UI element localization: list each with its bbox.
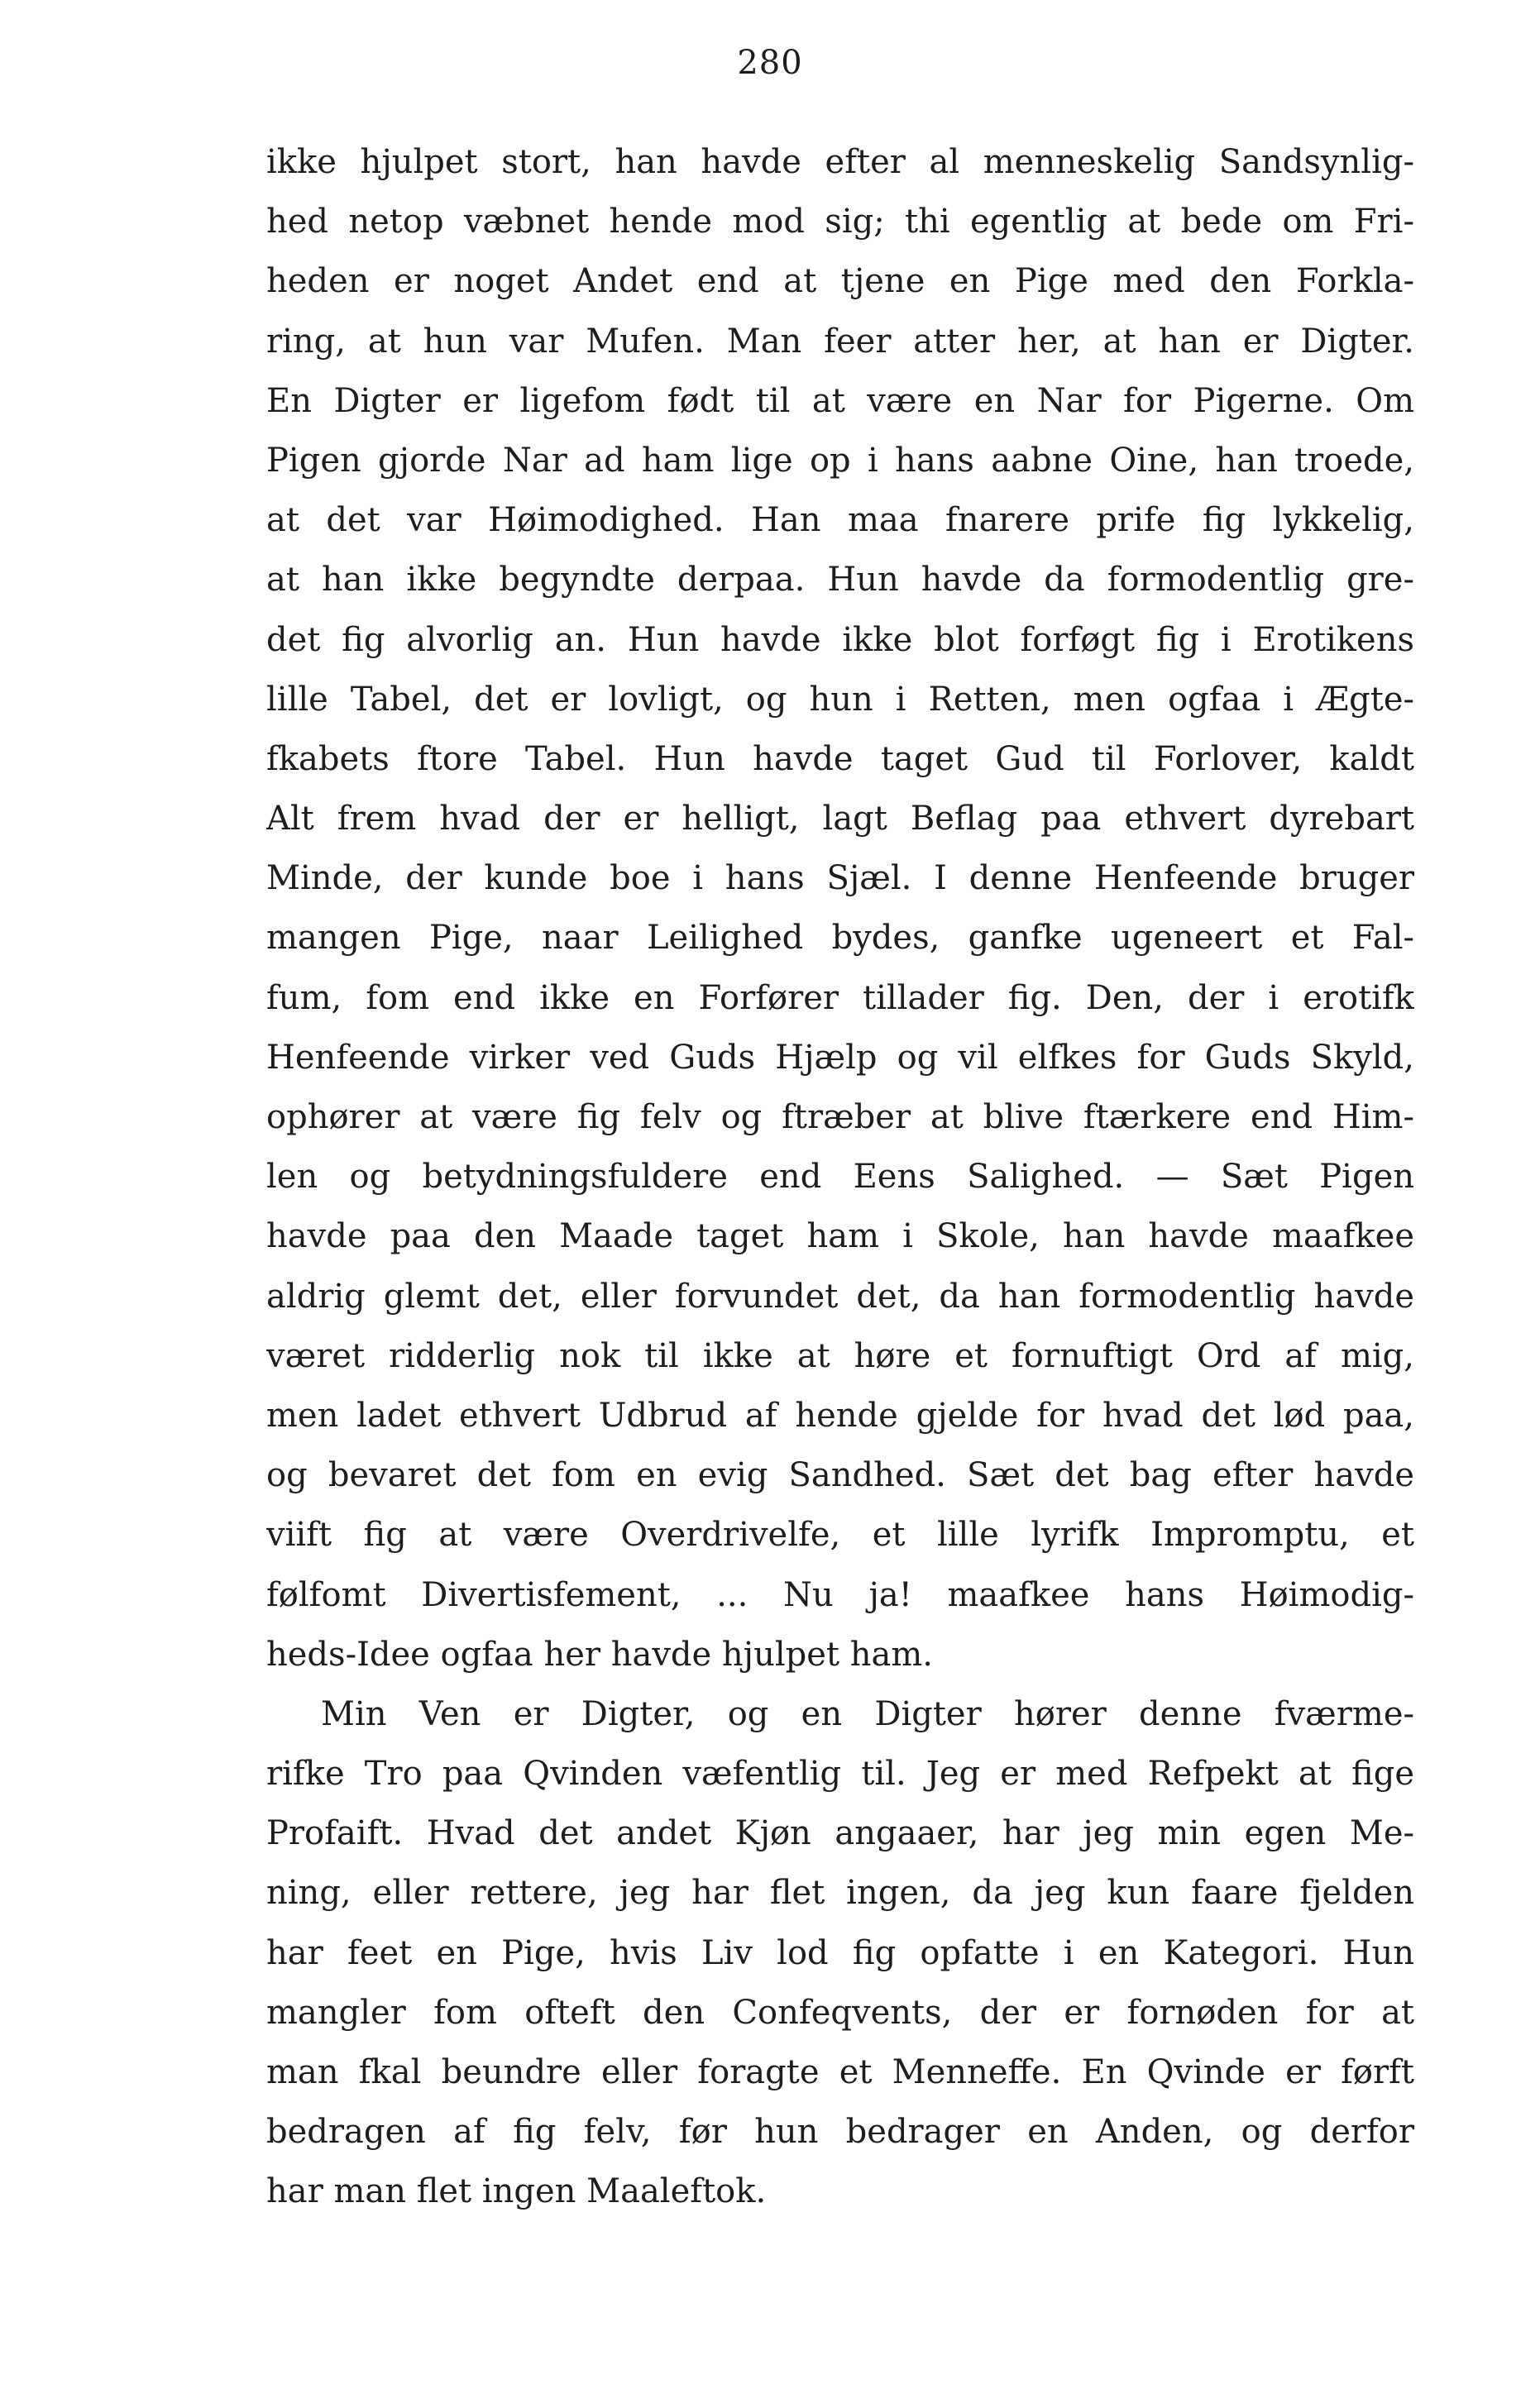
text-line: len og betydningsfuldere end Eens Salighed. — Sæt Pigen [266, 1158, 1414, 1197]
text-line: heden er noget Andet end at tjene en Pige med den Forkla- [266, 262, 1414, 301]
text-line: mangler fom ofteft den Confeqvents, der er fornøden for at [266, 1993, 1414, 2032]
text-line: har feet en Pige, hvis Liv lod fig opfatte i en Kategori. Hun [266, 1933, 1414, 1972]
text-line: lille Tabel, det er lovligt, og hun i Retten, men ogfaa i Ægte- [266, 680, 1414, 719]
text-line: ring, at hun var Mufen. Man feer atter her, at han er Digter. [266, 322, 1414, 361]
text-line: følfomt Divertisfement, ... Nu ja! maafkee hans Høimodig- [266, 1575, 1414, 1614]
text-line: ikke hjulpet stort, han havde efter al menneskelig Sandsynlig- [266, 143, 1414, 181]
body-text [266, 132, 1414, 2222]
text-line: aldrig glemt det, eller forvundet det, da han formodentlig havde [266, 1277, 1414, 1316]
text-line: det fig alvorlig an. Hun havde ikke blot forføgt fig i Erotikens [266, 620, 1414, 659]
text-line: har man flet ingen Maaleftok. [266, 2172, 767, 2211]
text-line: fum, fom end ikke en Forfører tillader fig. Den, der i erotifk [266, 978, 1414, 1017]
text-line: fkabets ftore Tabel. Hun havde taget Gud til Forlover, kaldt [266, 739, 1414, 778]
text-line: Minde, der kunde boe i hans Sjæl. I denne Henfeende bruger [266, 859, 1414, 898]
page-number: 280 [737, 44, 803, 82]
text-line: Min Ven er Digter, og en Digter hører denne fværme- [321, 1694, 1414, 1733]
text-line: havde paa den Maade taget ham i Skole, han havde maafkee [266, 1217, 1414, 1256]
text-line: men ladet ethvert Udbrud af hende gjelde for hvad det lød paa, [266, 1396, 1414, 1435]
text-line: mangen Pige, naar Leilighed bydes, ganfke ugeneert et Fal- [266, 919, 1414, 958]
text-line: hed netop væbnet hende mod sig; thi egentlig at bede om Fri- [266, 203, 1414, 241]
text-line: En Digter er ligefom født til at være en Nar for Pigerne. Om [266, 381, 1414, 420]
text-line: Profaift. Hvad det andet Kjøn angaaer, har jeg min egen Me- [266, 1814, 1414, 1853]
text-line: ophører at være fig felv og ftræber at blive ftærkere end Him- [266, 1098, 1414, 1136]
text-line: Alt frem hvad der er helligt, lagt Beflag paa ethvert dyrebart [266, 800, 1414, 838]
text-line: at han ikke begyndte derpaa. Hun havde da formodentlig gre- [266, 561, 1414, 600]
text-line: ning, eller rettere, jeg har flet ingen, da jeg kun faare fjelden [266, 1874, 1414, 1913]
text-line: Pigen gjorde Nar ad ham lige op i hans aabne Oine, han troede, [266, 441, 1414, 480]
text-line: været ridderlig nok til ikke at høre et fornuftigt Ord af mig, [266, 1336, 1414, 1375]
text-line: rifke Tro paa Qvinden væfentlig til. Jeg er med Refpekt at fige [266, 1755, 1414, 1794]
text-line: heds-Idee ogfaa her havde hjulpet ham. [266, 1635, 933, 1674]
text-line: man fkal beundre eller foragte et Menneffe. En Qvinde er førft [266, 2053, 1414, 2091]
text-line: viift fig at være Overdrivelfe, et lille lyrifk Impromptu, et [266, 1516, 1414, 1555]
text-line: og bevaret det fom en evig Sandhed. Sæt det bag efter havde [266, 1456, 1414, 1495]
text-line: at det var Høimodighed. Han maa fnarere prife fig lykkelig, [266, 501, 1414, 540]
text-line: Henfeende virker ved Guds Hjælp og vil elfkes for Guds Skyld, [266, 1038, 1414, 1077]
text-line: bedragen af fig felv, før hun bedrager en Anden, og derfor [266, 2113, 1414, 2152]
